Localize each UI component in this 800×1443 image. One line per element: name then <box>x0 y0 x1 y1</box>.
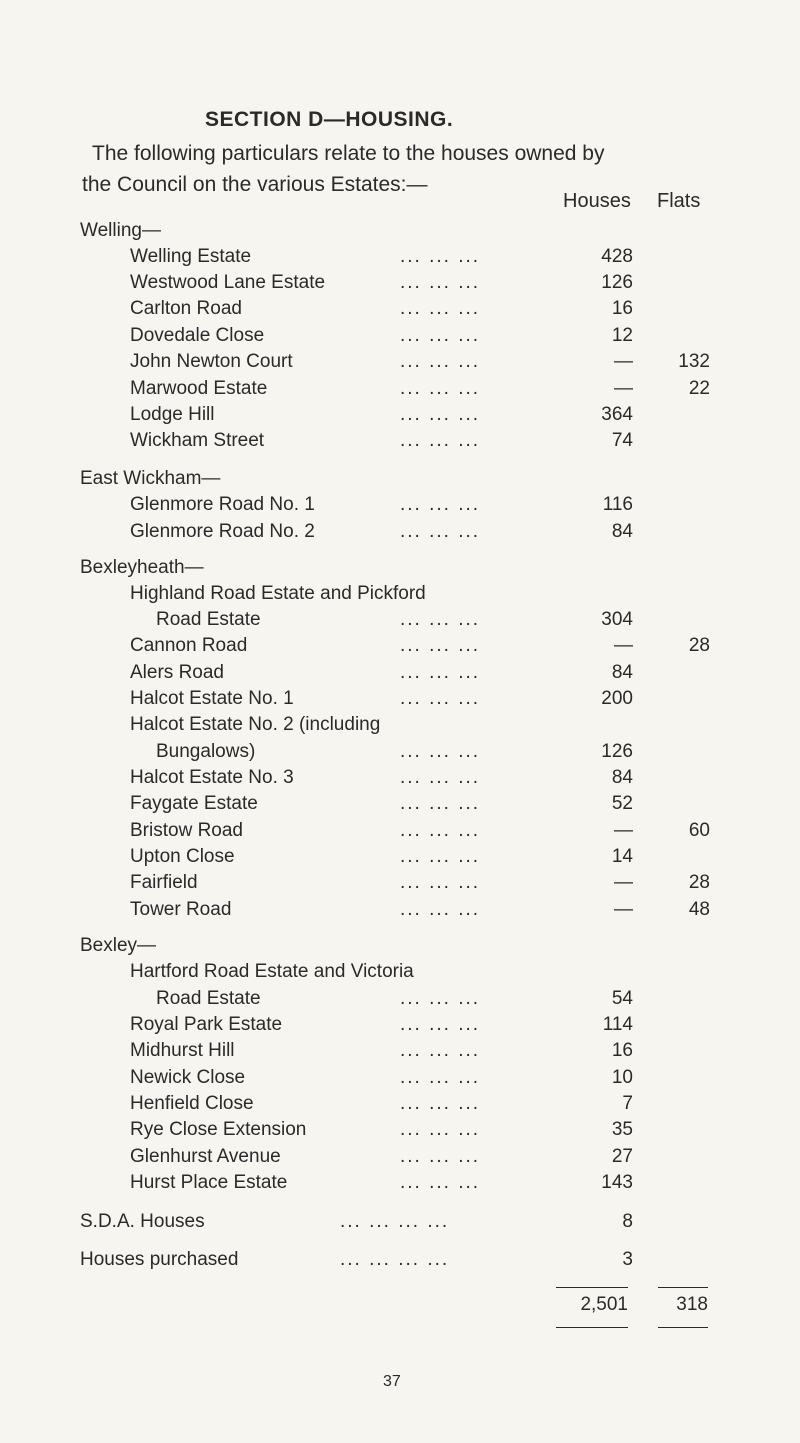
estate-name: Royal Park Estate <box>130 1014 283 1035</box>
leader-dots: ... ... ... <box>400 404 481 425</box>
table-row <box>130 961 630 987</box>
houses-count: 10 <box>611 1067 633 1088</box>
houses-count: 3 <box>622 1249 633 1270</box>
houses-count: 35 <box>611 1119 633 1140</box>
houses-count: — <box>614 899 633 920</box>
estate-name: Glenmore Road No. 1 <box>130 494 315 515</box>
houses-count: 14 <box>611 846 633 867</box>
table-row <box>130 820 633 846</box>
table-row <box>130 872 633 898</box>
leader-dots: ... ... ... <box>400 1067 481 1088</box>
estate-name: Cannon Road <box>130 635 248 656</box>
flats-count: 132 <box>678 351 710 372</box>
leader-dots: ... ... ... <box>400 1040 481 1061</box>
houses-count: — <box>614 635 633 656</box>
estate-name: Tower Road <box>130 899 232 920</box>
houses-count: 304 <box>601 609 633 630</box>
estate-name: Fairfield <box>130 872 198 893</box>
leader-dots: ... ... ... <box>400 1172 481 1193</box>
intro-line-1: The following particulars relate to the houses owned by <box>92 142 605 165</box>
houses-count: 7 <box>622 1093 633 1114</box>
table-row <box>130 662 633 688</box>
leader-dots: ... ... ... <box>400 609 481 630</box>
leader-dots: ... ... ... <box>400 351 481 372</box>
table-row <box>130 793 633 819</box>
houses-count: 364 <box>601 404 633 425</box>
table-row <box>130 1172 633 1198</box>
estate-name: Bungalows) <box>156 741 256 762</box>
table-row <box>130 741 633 767</box>
leader-dots: ... ... ... <box>400 430 481 451</box>
houses-count: 114 <box>602 1014 633 1035</box>
houses-column-header: Houses <box>563 190 631 212</box>
area-heading: East Wickham— <box>80 468 221 489</box>
houses-count: 126 <box>601 741 633 762</box>
page-number: 37 <box>383 1373 401 1390</box>
intro-line-2: the Council on the various Estates:— <box>82 173 428 196</box>
leader-dots: ... ... ... <box>400 325 481 346</box>
estate-name: Carlton Road <box>130 298 242 319</box>
leader-dots: ... ... ... <box>400 521 481 542</box>
table-row <box>130 635 633 661</box>
houses-count: 27 <box>611 1146 633 1167</box>
leader-dots: ... ... ... <box>400 872 481 893</box>
houses-count: 200 <box>601 688 633 709</box>
houses-count: 8 <box>622 1211 633 1232</box>
estate-name: Glenmore Road No. 2 <box>130 521 315 542</box>
estate-name: Midhurst Hill <box>130 1040 235 1061</box>
estate-name: Halcot Estate No. 2 (including <box>130 714 381 735</box>
estate-name: Highland Road Estate and Pickford <box>130 583 426 604</box>
estate-name: Glenhurst Avenue <box>130 1146 281 1167</box>
table-row <box>130 1040 633 1066</box>
section-title: SECTION D—HOUSING. <box>205 108 454 131</box>
table-row <box>130 246 633 272</box>
houses-count: 84 <box>611 767 633 788</box>
table-row <box>130 272 633 298</box>
houses-count: — <box>614 820 633 841</box>
flats-count: 48 <box>688 899 710 920</box>
houses-count: — <box>614 351 633 372</box>
flats-count: 60 <box>688 820 710 841</box>
houses-total-rule-top <box>556 1287 628 1288</box>
table-row <box>130 688 633 714</box>
estate-name: Halcot Estate No. 1 <box>130 688 294 709</box>
houses-count: 52 <box>611 793 633 814</box>
leader-dots: ... ... ... <box>400 899 481 920</box>
estate-name: Dovedale Close <box>130 325 265 346</box>
estate-name: Lodge Hill <box>130 404 215 425</box>
leader-dots: ... ... ... <box>400 988 481 1009</box>
estate-name: Hartford Road Estate and Victoria <box>130 961 414 982</box>
estate-name: Newick Close <box>130 1067 246 1088</box>
table-row <box>130 988 633 1014</box>
houses-total-rule-bottom <box>556 1327 628 1328</box>
estate-name: Alers Road <box>130 662 224 683</box>
leader-dots: ... ... ... <box>400 272 481 293</box>
table-row <box>130 609 633 635</box>
houses-count: 12 <box>611 325 633 346</box>
table-row <box>130 325 633 351</box>
estate-name: S.D.A. Houses <box>80 1211 205 1232</box>
table-row <box>130 404 633 430</box>
table-row <box>130 1093 633 1119</box>
leader-dots: ... ... ... ... <box>340 1211 450 1232</box>
estate-name: Upton Close <box>130 846 235 867</box>
flats-total: 318 <box>676 1294 708 1315</box>
houses-count: — <box>614 378 633 399</box>
houses-count: 143 <box>601 1172 633 1193</box>
estate-name: Welling Estate <box>130 246 252 267</box>
leader-dots: ... ... ... <box>400 378 481 399</box>
leader-dots: ... ... ... <box>400 767 481 788</box>
flats-total-rule-top <box>658 1287 708 1288</box>
table-row <box>130 521 633 547</box>
leader-dots: ... ... ... <box>400 298 481 319</box>
estate-name: Rye Close Extension <box>130 1119 307 1140</box>
estate-name: Henfield Close <box>130 1093 254 1114</box>
table-row <box>80 1211 633 1237</box>
leader-dots: ... ... ... <box>400 741 481 762</box>
flats-count: 22 <box>688 378 710 399</box>
table-row <box>130 1067 633 1093</box>
houses-count: 116 <box>602 494 633 515</box>
leader-dots: ... ... ... <box>400 1119 481 1140</box>
estate-name: Hurst Place Estate <box>130 1172 288 1193</box>
houses-count: 16 <box>611 298 633 319</box>
area-heading: Bexley— <box>80 935 157 956</box>
estate-name: Halcot Estate No. 3 <box>130 767 294 788</box>
table-row <box>130 846 633 872</box>
table-row <box>130 494 633 520</box>
table-row <box>130 714 630 740</box>
table-row <box>130 583 630 609</box>
leader-dots: ... ... ... <box>400 635 481 656</box>
table-row <box>130 378 633 404</box>
leader-dots: ... ... ... <box>400 1093 481 1114</box>
houses-total: 2,501 <box>580 1294 628 1315</box>
leader-dots: ... ... ... <box>400 846 481 867</box>
table-row <box>130 899 633 925</box>
estate-name: John Newton Court <box>130 351 293 372</box>
leader-dots: ... ... ... <box>400 246 481 267</box>
leader-dots: ... ... ... <box>400 793 481 814</box>
table-row <box>130 1119 633 1145</box>
leader-dots: ... ... ... <box>400 688 481 709</box>
houses-count: 54 <box>611 988 633 1009</box>
flats-column-header: Flats <box>657 190 701 212</box>
houses-count: 428 <box>601 246 633 267</box>
estate-name: Houses purchased <box>80 1249 239 1270</box>
area-heading: Bexleyheath— <box>80 557 204 578</box>
table-row <box>130 1146 633 1172</box>
table-row <box>130 298 633 324</box>
leader-dots: ... ... ... <box>400 662 481 683</box>
houses-count: 16 <box>611 1040 633 1061</box>
flats-count: 28 <box>688 635 710 656</box>
estate-name: Marwood Estate <box>130 378 268 399</box>
houses-count: 84 <box>611 521 633 542</box>
houses-count: — <box>614 872 633 893</box>
estate-name: Westwood Lane Estate <box>130 272 326 293</box>
leader-dots: ... ... ... <box>400 494 481 515</box>
table-row <box>130 767 633 793</box>
leader-dots: ... ... ... ... <box>340 1249 450 1270</box>
houses-count: 74 <box>611 430 633 451</box>
leader-dots: ... ... ... <box>400 1146 481 1167</box>
area-heading: Welling— <box>80 220 161 241</box>
estate-name: Wickham Street <box>130 430 265 451</box>
table-row <box>80 1249 633 1275</box>
estate-name: Road Estate <box>156 609 261 630</box>
leader-dots: ... ... ... <box>400 820 481 841</box>
table-row <box>130 351 633 377</box>
estate-name: Faygate Estate <box>130 793 258 814</box>
leader-dots: ... ... ... <box>400 1014 481 1035</box>
flats-count: 28 <box>688 872 710 893</box>
table-row <box>130 1014 633 1040</box>
table-row <box>130 430 633 456</box>
estate-name: Bristow Road <box>130 820 243 841</box>
estate-name: Road Estate <box>156 988 261 1009</box>
houses-count: 126 <box>601 272 633 293</box>
flats-total-rule-bottom <box>658 1327 708 1328</box>
houses-count: 84 <box>611 662 633 683</box>
